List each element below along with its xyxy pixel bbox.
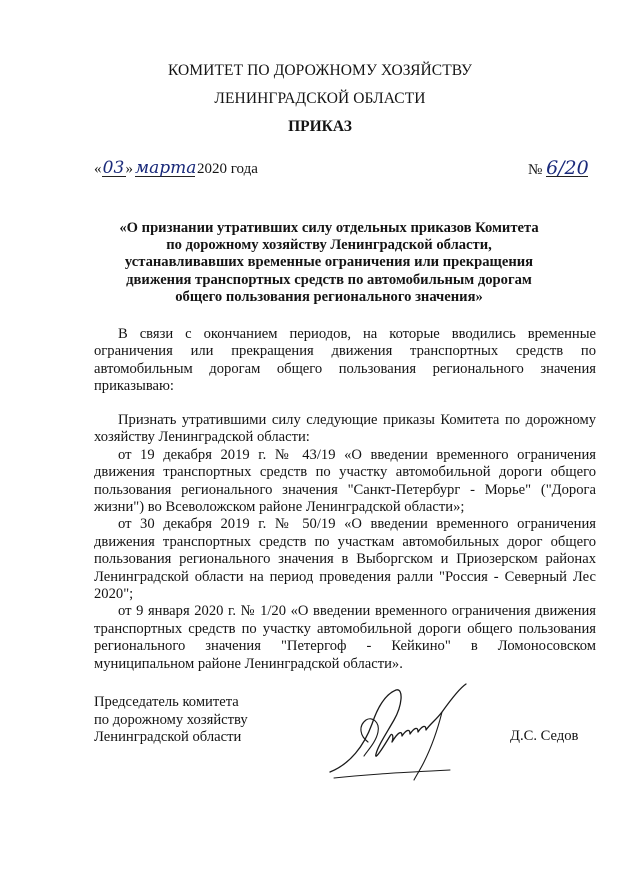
signature-stroke-main [330, 684, 466, 772]
date-month: марта [135, 158, 197, 178]
signature-stroke-tail [414, 712, 442, 780]
order-item-2: от 30 декабря 2019 г. № 50/19 «О введении временного ограничения движения транспортных средств по участкам автомобильных дорог общего пользования регионального значения в Выборгском и Приозерском районах Ленинградской области на период проведения ралли "Россия - Северный Лес 2020"; [94, 516, 596, 603]
date-day: 03 [102, 158, 125, 178]
order-subject: «О признании утративших силу отдельных приказов Комитета по дорожному хозяйству Ленинградской области, устанавливавших временные ограничения или прекращения движения транспортных средств по автомобильным дорогам общего пользования регионального значения» [119, 220, 539, 305]
signature-icon [320, 676, 490, 786]
org-name-line1: КОМИТЕТ ПО ДОРОЖНОМУ ХОЗЯЙСТВУ [167, 62, 473, 79]
date-open-quote: « [94, 161, 102, 177]
document-number [528, 157, 589, 179]
signer-title-line1: Председатель комитета [94, 694, 239, 710]
document-type-title: ПРИКАЗ [288, 118, 352, 135]
org-name-line2: ЛЕНИНГРАДСКОЙ ОБЛАСТИ [214, 90, 426, 107]
intro-paragraph [94, 326, 596, 396]
signer-name: Д.С. Седов [510, 728, 579, 744]
signature-stroke-underline [334, 770, 450, 778]
intro-text: В связи с окончанием периодов, на которые вводились временные ограничения или прекращения движения транспортных средств по автомобильным дорогам общего пользования регионального значения приказываю: [94, 326, 596, 395]
order-item-1: от 19 декабря 2019 г. № 43/19 «О введении временного ограничения движения транспортных средств по участку автомобильной дороги общего пользования регионального значения "Санкт-Петербург - Морье" ("Дорога жизни") во Всеволожском районе Ленинградской области»; [94, 446, 596, 516]
signer-title-line2: по дорожному хозяйству [94, 711, 248, 728]
order-item-3: от 9 января 2020 г. № 1/20 «О введении временного ограничения движения транспортных средств по участку автомобильной дороги общего пользования регионального значения "Петергоф - Кейкино" в Ломоносовском муниципальном районе Ленинградской области». [94, 603, 596, 672]
order-body [94, 412, 596, 673]
number-label: № [528, 162, 543, 178]
order-lead-text: Признать утратившими силу следующие приказы Комитета по дорожному хозяйству Ленинградской области: [94, 412, 596, 446]
date-year: 2020 года [197, 161, 258, 177]
document-date [94, 160, 258, 178]
number-value: 6/20 [546, 157, 589, 179]
signature-strokes [330, 684, 466, 780]
date-close-quote: » [125, 161, 133, 177]
signer-title [94, 694, 248, 747]
signer-title-line3: Ленинградской области [94, 729, 242, 746]
signature-stroke-loop [361, 719, 378, 756]
